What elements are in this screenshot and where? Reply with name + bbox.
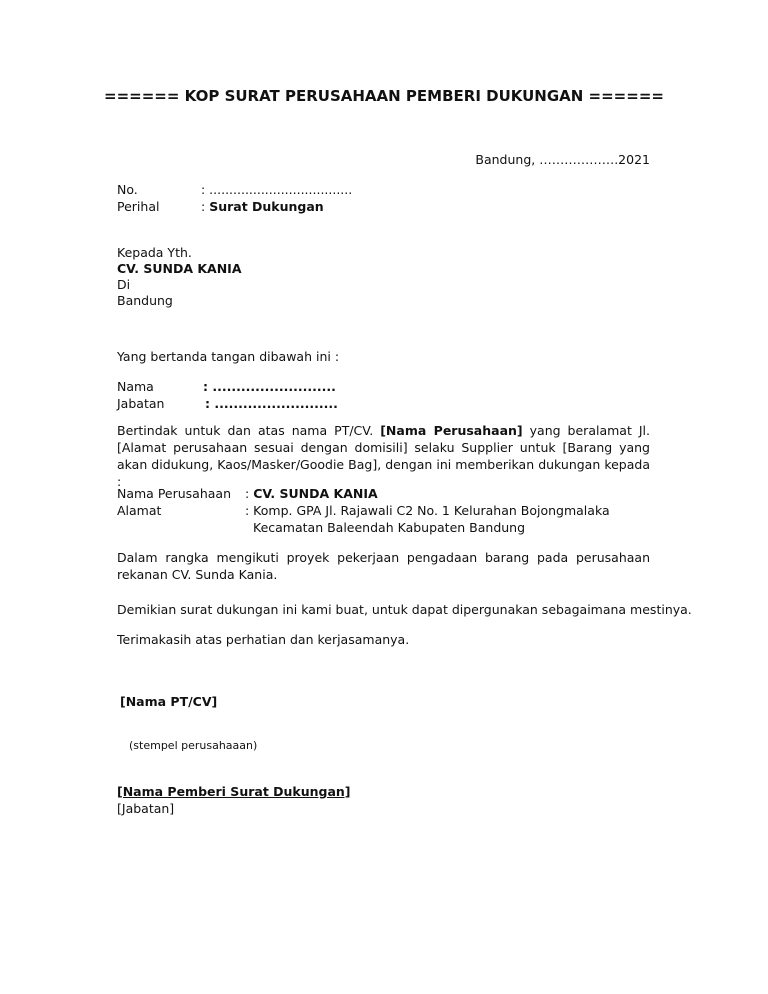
company-name-label: Nama Perusahaan: [117, 486, 232, 501]
letterhead-title: ====== KOP SURAT PERUSAHAAN PEMBERI DUKUNGAN ======: [104, 87, 664, 105]
signatory-position: [Jabatan]: [117, 801, 175, 816]
jabatan-label: Jabatan: [117, 396, 165, 411]
date-line: Bandung, ……………….2021: [475, 152, 650, 167]
signer-intro: Yang bertanda tangan dibawah ini :: [117, 349, 340, 364]
signature-company: [Nama PT/CV]: [120, 694, 218, 709]
stamp-note: (stempel perusahaaan): [129, 739, 258, 752]
jabatan-value: : ..........................: [205, 396, 338, 411]
body-paragraph-1: Bertindak untuk dan atas nama PT/CV. [Nama Perusahaan] yang beralamat Jl. [Alamat perusahaan sesuai dengan domisili] selaku Supplier untuk [Barang yang akan didukung, Kaos/Masker/Goodie Bag], dengan ini memberikan dukungan kepada :: [117, 423, 650, 489]
company-address-label: Alamat: [117, 503, 162, 518]
company-name-value: : CV. SUNDA KANIA: [245, 486, 378, 501]
signatory-name: [Nama Pemberi Surat Dukungan]: [117, 784, 351, 799]
perihal-value: : Surat Dukungan: [201, 199, 324, 214]
recipient-name: CV. SUNDA KANIA: [117, 261, 242, 276]
perihal-label: Perihal: [117, 199, 160, 214]
body-paragraph-3: Demikian surat dukungan ini kami buat, untuk dapat dipergunakan sebagaimana mestinya.: [117, 602, 692, 617]
recipient-di: Di: [117, 277, 131, 292]
nama-label: Nama: [117, 379, 154, 394]
no-value: : ....................................: [201, 182, 353, 197]
recipient-city: Bandung: [117, 293, 173, 308]
no-label: No.: [117, 182, 138, 197]
nama-value: : ..........................: [203, 379, 336, 394]
body-paragraph-4: Terimakasih atas perhatian dan kerjasamanya.: [117, 632, 410, 647]
company-address-line-1: : Komp. GPA Jl. Rajawali C2 No. 1 Kelurahan Bojongmalaka: [245, 503, 610, 518]
recipient-salutation: Kepada Yth.: [117, 245, 192, 260]
company-address-line-2: Kecamatan Baleendah Kabupaten Bandung: [253, 520, 526, 535]
body-paragraph-2: Dalam rangka mengikuti proyek pekerjaan pengadaan barang pada perusahaan rekanan CV. Sunda Kania.: [117, 550, 650, 582]
